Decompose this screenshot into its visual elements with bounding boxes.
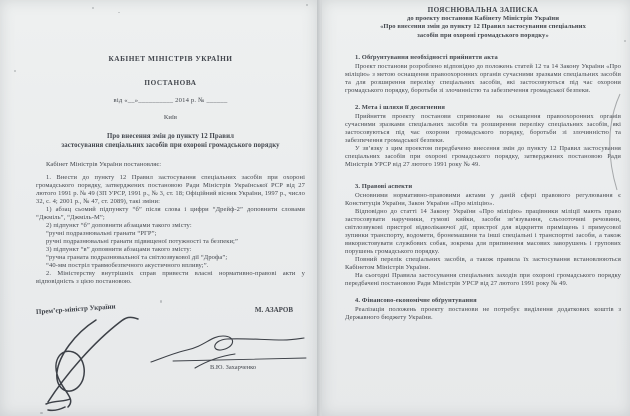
section-paragraph: Проект постанови розроблено відповідно до положень статей 12 та 14 Закону України «Про міліцію» з метою оснащення правоохоронних органів сучасними зразками спеціальних засобів та для розширення переліку спеціальних засобів, які застосовуються під час охорони громадського порядку, боротьби зі злочинністю та забезпечення громадської безпеки. xyxy=(345,62,621,94)
scan-noise xyxy=(92,7,94,9)
section-paragraph: У зв’язку з цим проектом передбачено внесення змін до пункту 12 Правил застосування спеціальних засобів при охороні громадського порядку, затверджених постановою Ради Міністрів УРСР від 27 лютого 1991 року № 49. xyxy=(345,144,621,168)
scan-noise xyxy=(118,12,120,13)
section-heading: 2. Мета і шляхи її досягнення xyxy=(355,103,445,111)
note-subtitle-line1: до проекту постанови Кабінету Міністрів України xyxy=(406,15,560,22)
note-content xyxy=(345,6,621,322)
section-paragraph: Відповідно до статті 14 Закону України «Про міліцію» працівники міліції мають право застосовувати наручники, гумові кийки, засоби зв’язування, сльозоточиві речовини, світлозвукові пристрої відволікаючої дії, пристрої для відкриття приміщень і примусової зупинки транспорту, водомети, бронемашини та інші спеціальні і транспортні засоби, а також використовувати службових собак, зокрема для припинення масових заворушень і групових порушень громадського порядку. xyxy=(345,207,621,255)
signature-name: М. АЗАРОВ xyxy=(254,306,293,314)
pm-signature xyxy=(32,314,144,412)
decree-paragraph: 2) підпункт “б” доповнити абзацами такого змісту: xyxy=(46,222,192,229)
decree-paragraph: “ручна граната подразнювальної та світлозвукової дії “Дрофа”; xyxy=(46,254,228,261)
scan-noise xyxy=(160,300,162,303)
doc-type: ПОСТАНОВА xyxy=(144,79,197,87)
note-title-block xyxy=(345,6,621,40)
decree-paragraph: “ручні подразнювальні гранати “РГР”; xyxy=(46,230,157,237)
signature-role: Прем’єр-міністр України xyxy=(35,302,116,316)
section-heading: 1. Обґрунтування необхідності прийняття акта xyxy=(355,53,498,61)
scan-noise xyxy=(40,412,43,414)
note-subtitle-line2: «Про внесення змін до пункту 12 Правил застосування спеціальних xyxy=(380,23,586,31)
section-heading: 3. Правові аспекти xyxy=(355,182,413,190)
countersign-name: В.Ю. Захарченко xyxy=(210,364,257,371)
scan-noise xyxy=(624,40,626,42)
note-section-4 xyxy=(345,297,621,322)
decree-body xyxy=(36,174,305,286)
note-section-1 xyxy=(345,54,621,95)
note-subtitle-line3: засобів при охороні громадського порядку» xyxy=(417,31,549,39)
note-section-2 xyxy=(345,104,621,169)
decree-paragraph: “40-мм постріл травмобезпечного акустичного впливу;”. xyxy=(46,262,209,269)
decree-paragraph: 2. Міністерству внутрішніх справ привести власні нормативно-правові акти у відповідність з цією постановою. xyxy=(36,270,305,285)
decree-paragraph: 3) підпункт “в” доповнити абзацами такого змісту: xyxy=(46,246,192,253)
date-line: від «__»__________ 2014 р. № ______ xyxy=(113,97,228,104)
note-section-3 xyxy=(345,183,621,288)
decree-paragraph: 1) абзац сьомий підпункту “б” після слова і цифри “Дрейф-2” доповнити словами “Джміль”, “Джміль-М”; xyxy=(36,206,305,221)
scan-noise xyxy=(14,70,16,72)
note-title: ПОЯСНЮВАЛЬНА ЗАПИСКА xyxy=(427,6,539,14)
section-paragraph: На сьогодні Правила застосування спеціальних заходів при охороні громадського порядку передбачені постановою Ради Міністрів УРСР від 27 лютого 1991 року № 49. xyxy=(345,271,621,287)
decree-title-line2: застосування спеціальних засобів при охороні громадського порядку xyxy=(61,141,280,149)
decree-paragraph: 1. Внести до пункту 12 Правил застосування спеціальних засобів при охороні громадського порядку, затверджених постановою Ради Міністрів Української РСР від 27 лютого 1991 р. № 49 (ЗП УРСР, 1991 р., № 3, ст. 18; Офіційний вісник України, 1997 р., число 32, с. 4; 2001 р., № 47, ст. 2089), такі зміни: xyxy=(36,174,305,205)
decree-content xyxy=(36,54,305,286)
decree-paragraph: ручні подразнювальні гранати підвищеної потужності та безпеки;” xyxy=(46,238,238,245)
org-name: КАБІНЕТ МІНІСТРІВ УКРАЇНИ xyxy=(108,54,233,63)
city-label: Київ xyxy=(163,114,178,121)
decree-title-line1: Про внесення змін до пункту 12 Правил xyxy=(106,133,235,140)
section-paragraph: Реалізація положень проекту постанови не потребує виділення додаткових коштів з Державного бюджету України. xyxy=(345,305,621,321)
section-paragraph: Повний перелік спеціальних засобів, а також правила їх застосування встановлюються Кабінетом Міністрів України. xyxy=(345,255,621,271)
preamble: Кабінет Міністрів України постановляє: xyxy=(46,161,162,168)
section-paragraph: Основними нормативно-правовими актами у даній сфері правового регулювання є Конституція України, Закон України «Про міліцію». xyxy=(345,191,621,207)
section-paragraph: Прийняття проекту постанови спрямоване на оснащення правоохоронних органів сучасними зразками спеціальних засобів та розширення переліку спеціальних засобів, які застосовуються під час охорони громадського порядку, боротьби зі злочинністю та забезпечення громадської безпеки. xyxy=(345,112,621,144)
scan-noise xyxy=(306,4,308,6)
section-heading: 4. Фінансово-економічне обґрунтування xyxy=(355,296,477,304)
explanatory-note-page xyxy=(321,0,630,416)
